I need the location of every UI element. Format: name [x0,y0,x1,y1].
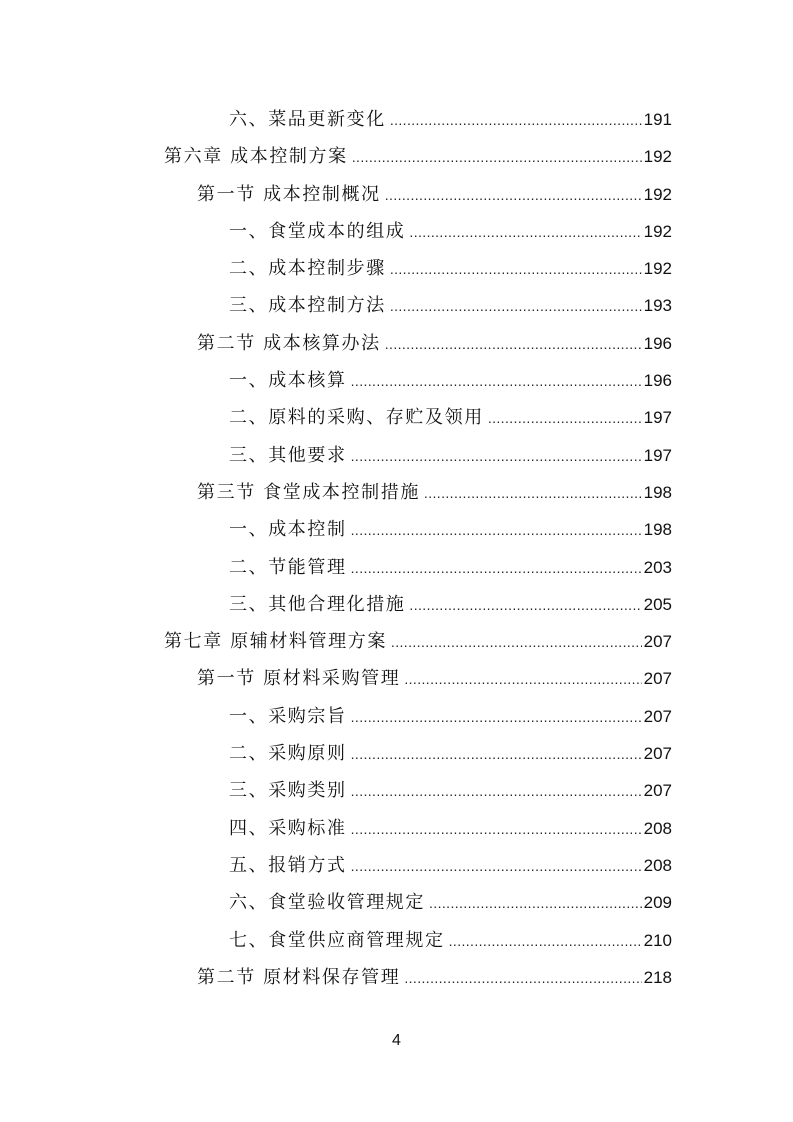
page-number: 4 [392,1032,401,1049]
toc-entry-page-number: 208 [643,855,672,875]
toc-entry-page-number: 210 [643,930,672,950]
dot-leader [351,512,642,549]
toc-entry-page-number: 209 [643,893,672,913]
toc-entry-title: 三、其他要求 [229,444,347,466]
dot-leader [404,661,641,698]
toc-entry-page-number: 207 [643,706,672,726]
toc-entry-page-number: 207 [643,744,672,764]
toc-entry-title: 二、成本控制步骤 [229,258,386,280]
toc-entry-page-number: 203 [643,557,672,577]
toc-entry-page-number: 198 [643,520,672,540]
dot-leader [351,848,642,885]
dot-leader [351,773,642,810]
toc-entry-page-number: 191 [643,110,672,129]
toc-entry-title: 三、成本控制方法 [229,295,386,317]
dot-leader [390,251,642,288]
toc-entry[interactable] [0,623,793,660]
toc-entry-page-number: 192 [643,147,672,167]
toc-entry-title: 四、采购标准 [229,817,347,839]
toc-entry-title: 第三节 食堂成本控制措施 [197,481,420,503]
dot-leader [351,550,642,587]
dot-leader [409,587,641,624]
toc-entry[interactable] [0,287,793,324]
toc-entry-title: 第七章 原辅材料管理方案 [164,631,387,653]
toc-entry[interactable] [0,138,793,175]
dot-leader [385,177,642,214]
toc-entry-page-number: 207 [643,669,672,689]
toc-entry-title: 第一节 成本控制概况 [197,183,381,205]
toc-entry-page-number: 192 [643,259,672,279]
toc-entry-title: 五、报销方式 [229,854,347,876]
toc-entry-title: 第二节 成本核算办法 [197,332,381,354]
toc-entry-page-number: 207 [643,781,672,801]
dot-leader [385,326,642,363]
toc-entry-title: 二、原料的采购、存贮及领用 [229,407,484,429]
toc-entry-title: 七、食堂供应商管理规定 [229,929,445,951]
toc-entry[interactable] [0,735,793,772]
toc-entry[interactable] [0,325,793,362]
dot-leader [351,438,642,475]
toc-entry-page-number: 197 [643,408,672,428]
toc-entry-title: 二、节能管理 [229,556,347,578]
dot-leader [409,214,641,251]
toc-entry-title: 六、食堂验收管理规定 [229,892,425,914]
toc-entry-page-number: 192 [643,221,672,241]
dot-leader [390,102,642,139]
dot-leader [351,363,642,400]
toc-entry[interactable] [0,362,793,399]
toc-entry-title: 三、其他合理化措施 [229,593,406,615]
toc-entry-page-number: 192 [643,184,672,204]
toc-entry[interactable] [0,660,793,697]
dot-leader [429,885,642,922]
dot-leader [424,475,642,512]
toc-entry-title: 三、采购类别 [229,780,347,802]
toc-entry[interactable] [0,213,793,250]
dot-leader [351,736,642,773]
toc-entry-page-number: 218 [643,967,672,987]
toc-entry[interactable] [0,847,793,884]
toc-entry-page-number: 193 [643,296,672,316]
toc-entry[interactable] [0,437,793,474]
toc-entry-title: 第一节 原材料采购管理 [197,668,401,690]
table-of-contents [0,101,793,996]
dot-leader [449,923,642,960]
toc-entry[interactable] [0,810,793,847]
toc-entry[interactable] [0,399,793,436]
toc-entry-title: 六、菜品更新变化 [229,109,386,130]
toc-entry-title: 一、成本控制 [229,519,347,541]
toc-entry-title: 第六章 成本控制方案 [164,146,348,168]
toc-entry-title: 二、采购原则 [229,743,347,765]
toc-entry-title: 第二节 原材料保存管理 [197,966,401,988]
toc-entry[interactable] [0,884,793,921]
toc-entry-title: 一、采购宗旨 [229,705,347,727]
toc-entry-page-number: 196 [643,371,672,391]
toc-entry-page-number: 197 [643,445,672,465]
toc-entry-page-number: 198 [643,482,672,502]
toc-entry-page-number: 205 [643,594,672,614]
toc-entry-page-number: 196 [643,333,672,353]
toc-entry-page-number: 207 [643,632,672,652]
dot-leader [488,400,642,437]
toc-entry[interactable] [0,474,793,511]
dot-leader [390,288,642,325]
toc-entry[interactable] [0,698,793,735]
dot-leader [351,699,642,736]
toc-entry-title: 一、食堂成本的组成 [229,220,406,242]
toc-entry[interactable] [0,922,793,959]
toc-entry-page-number: 208 [643,818,672,838]
toc-entry[interactable] [0,511,793,548]
dot-leader [351,811,642,848]
toc-entry[interactable] [0,549,793,586]
toc-entry[interactable] [0,176,793,213]
toc-entry[interactable] [0,586,793,623]
toc-entry[interactable] [0,101,793,138]
toc-entry[interactable] [0,772,793,809]
dot-leader [404,960,641,997]
dot-leader [352,139,642,176]
toc-entry[interactable] [0,250,793,287]
toc-entry-title: 一、成本核算 [229,370,347,392]
dot-leader [391,624,642,661]
toc-entry[interactable] [0,959,793,996]
